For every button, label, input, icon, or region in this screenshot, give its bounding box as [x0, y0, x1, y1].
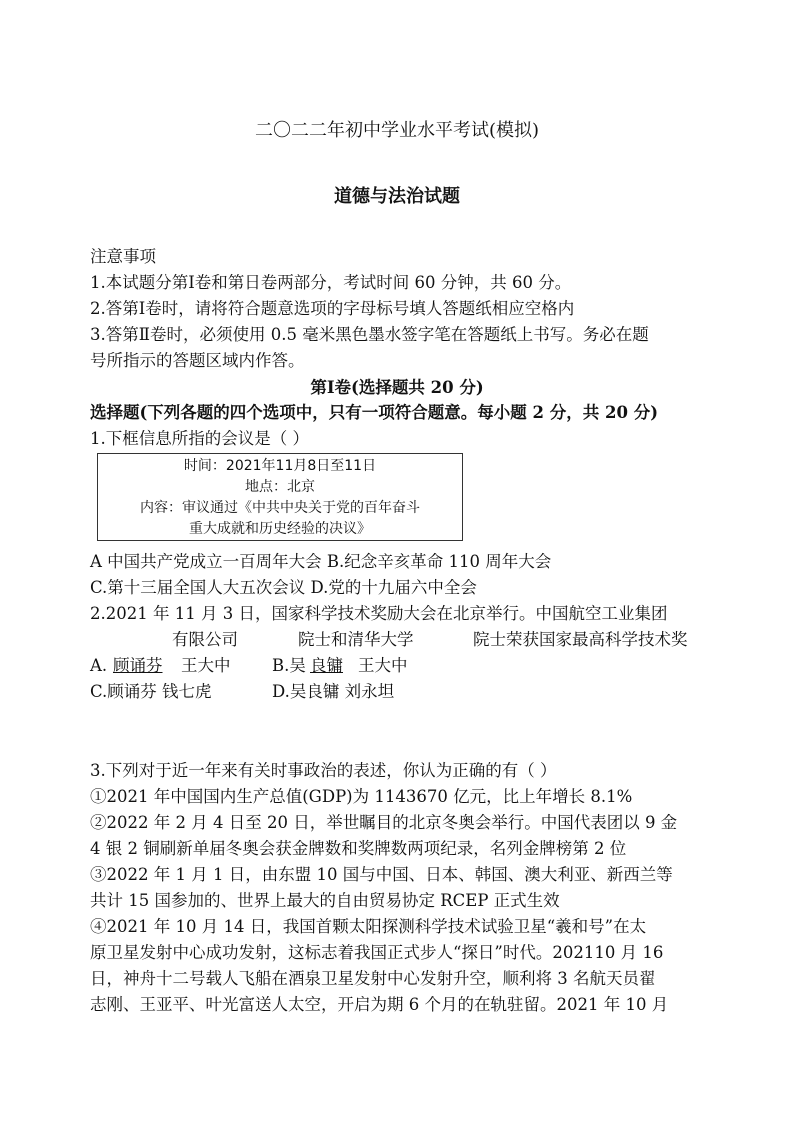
q3-line-2: ②2022 年 2 月 4 日至 20 日，举世瞩目的北京冬奥会举行。中国代表团以 9 金: [90, 813, 678, 832]
q2-option-a-label: A.: [90, 656, 108, 675]
q2-stem-part-b: 院士和清华大学: [298, 630, 414, 649]
section-instruction: 选择题(下列各题的四个选项中，只有一项符合题意。每小题 2 分，共 20 分): [90, 403, 659, 422]
q2-option-b-name2: 王大中: [358, 656, 408, 675]
exam-subtitle: 道德与法治试题: [334, 186, 460, 207]
notes-heading: 注意事项: [90, 247, 156, 266]
q1-box-content-1: 内容：审议通过《中共中央关于党的百年奋斗: [140, 500, 420, 516]
q1-options-2: C.第十三届全国人大五次会议 D.党的十九届六中全会: [90, 578, 477, 597]
q2-option-a-name1: 顾诵芬: [113, 656, 163, 675]
q2-stem-part-c: 院士荣获国家最高科学技术奖: [473, 630, 688, 649]
q1-options-1: A 中国共产党成立一百周年大会 B.纪念辛亥革命 110 周年大会: [90, 552, 552, 571]
notes-item-1: 1.本试题分第Ⅰ卷和第日卷两部分，考试时间 60 分钟，共 60 分。: [90, 273, 572, 292]
q2-stem-part-a: 有限公司: [172, 630, 238, 649]
notes-item-3-cont: 号所指示的答题区域内作答。: [90, 351, 305, 370]
q2-stem-1: 2.2021 年 11 月 3 日，国家科学技术奖励大会在北京举行。中国航空工业集团: [90, 604, 668, 623]
q3-line-9: 志刚、王亚平、叶光富送人太空，开启为期 6 个月的在轨驻留。2021 年 10 月: [90, 995, 669, 1014]
q2-option-d: D.吴良镛 刘永坦: [272, 682, 395, 701]
q3-line-6: ④2021 年 10 月 14 日，我国首颗太阳探测科学技术试验卫星“羲和号”在太: [90, 917, 647, 936]
q1-stem: 1.下框信息所指的会议是（ ）: [90, 429, 309, 448]
q2-option-c: C.顾诵芬 钱七虎: [90, 682, 212, 701]
q1-box-content-2: 重大成就和历史经验的决议》: [189, 521, 371, 537]
notes-item-3: 3.答第Ⅱ卷时，必须使用 0.5 毫米黑色墨水签字笔在答题纸上书写。务必在题: [90, 325, 649, 344]
q3-line-4: ③2022 年 1 月 1 日，由东盟 10 国与中国、日本、韩国、澳大利亚、新西兰等: [90, 865, 673, 884]
q3-line-8: 日，神舟十二号载人飞船在酒泉卫星发射中心发射升空，顺利将 3 名航天员翟: [90, 969, 656, 988]
q2-option-a-name2: 王大中: [181, 656, 231, 675]
q2-option-b-name1: 良镛: [310, 656, 343, 675]
exam-title: 二〇二二年初中学业水平考试(模拟): [254, 120, 540, 141]
q3-stem: 3.下列对于近一年来有关时事政治的表述，你认为正确的有（ ）: [90, 761, 557, 780]
q3-line-3: 4 银 2 铜刷新单届冬奥会获金牌数和奖牌数两项纪录，名列金牌榜第 2 位: [90, 839, 627, 858]
q3-line-5: 共计 15 国参加的、世界上最大的自由贸易协定 RCEP 正式生效: [90, 891, 560, 910]
q1-info-box: [97, 453, 463, 541]
q2-option-b-label: B.吴: [272, 656, 306, 675]
q1-box-time: 时间：2021年11月8日至11日: [183, 458, 377, 474]
q3-line-1: ①2021 年中国国内生产总值(GDP)为 1143670 亿元，比上年增长 8.1%: [90, 787, 633, 806]
notes-item-2: 2.答第Ⅰ卷时，请将符合题意选项的字母标号填人答题纸相应空格内: [90, 299, 575, 318]
q3-line-7: 原卫星发射中心成功发射，这标志着我国正式步人“探日”时代。202110 月 16: [90, 943, 664, 962]
section-title: 第Ⅰ卷(选择题共 20 分): [310, 378, 484, 397]
q1-box-place: 地点：北京: [245, 479, 315, 495]
